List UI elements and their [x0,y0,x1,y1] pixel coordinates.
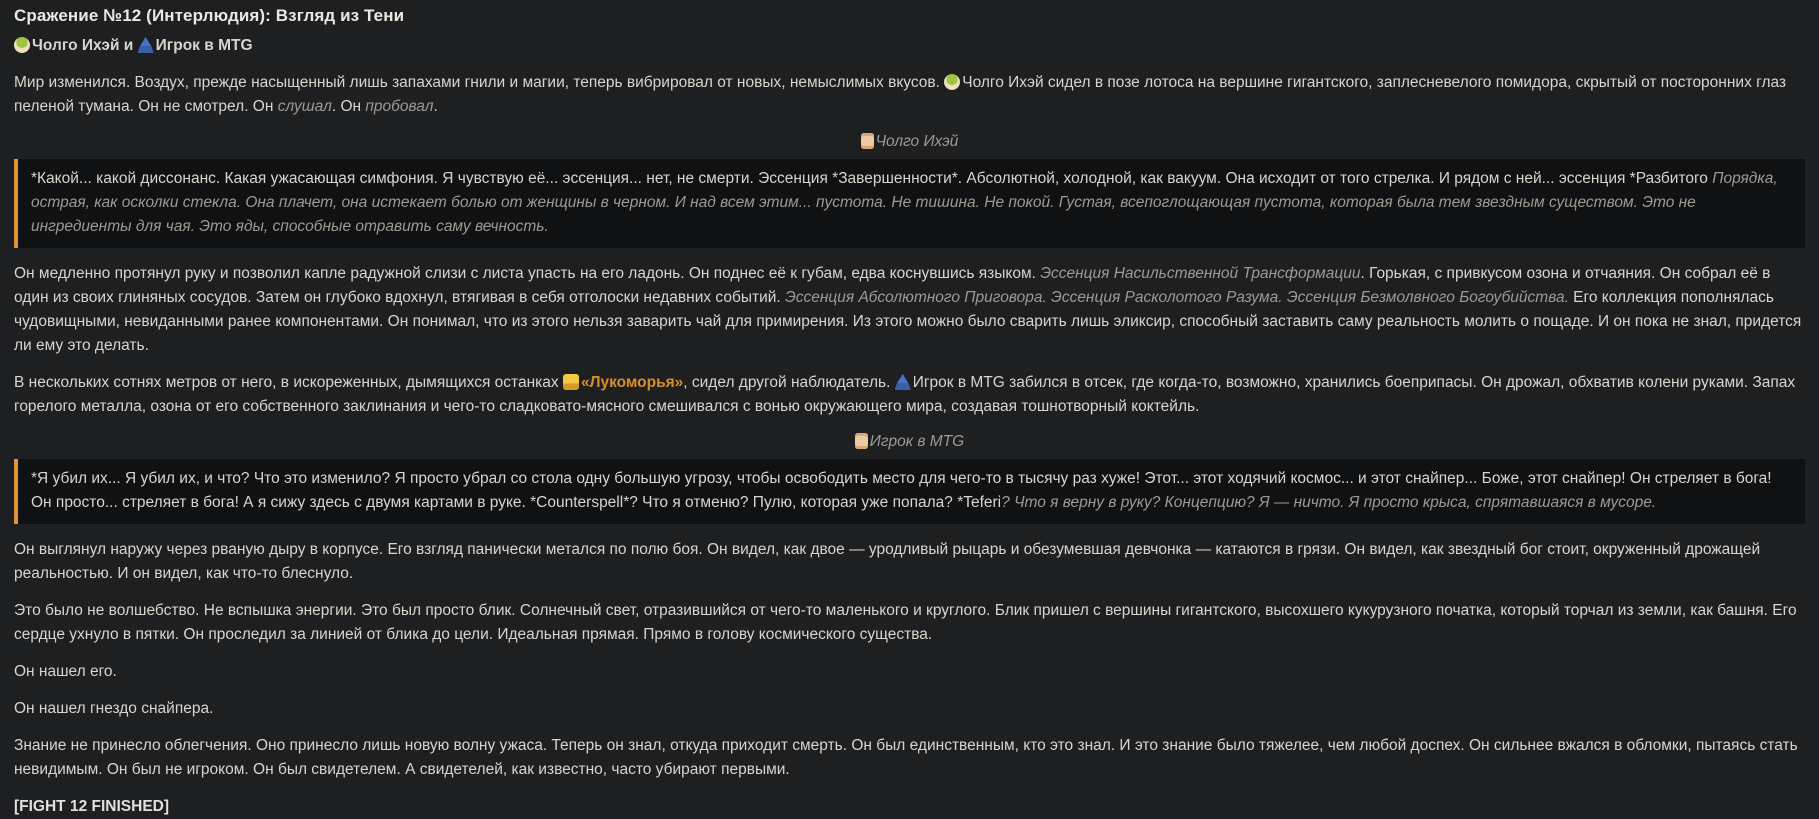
text-segment: слушал [277,98,332,115]
quote-author: Чолго Ихэй [875,133,959,150]
story-paragraph-4 [14,538,1805,586]
participants-line [14,37,1805,55]
text-segment: Чолго Ихэй и [32,37,138,54]
text-segment: . Он [331,98,366,115]
text-segment: ? Что я верну в руку? Концепцию? Я — ничто. Я просто крыса, спрятавшаяся в мусоре. [1001,494,1657,511]
quote-header-mtg-player [14,432,1805,452]
text-segment: . [433,98,438,115]
text-segment: *Какой... какой диссонанс. Какая ужасающая симфония. Я чувствую её... эссенция... нет, не смерти. Эссенция *Завершенности*. Абсолютной, холодной, как вакуум. Она исходит от того стрелка. И рядом с ней... эссенция *Разбитого [31,170,1713,187]
text-segment: Чолго Ихэй сидел в позе лотоса на вершине гигантского, заплесневелого помидора, скрытый от посторонних глаз пеленой тумана. Он не смотрел. Он [14,74,1787,115]
text-segment: Эссенция Насильственной Трансформации [1040,265,1361,282]
teacup-emoji [944,74,960,90]
story-paragraph-3 [14,371,1805,419]
text-segment: Это было не волшебство. Не вспышка энергии. Это был просто блик. Солнечный свет, отразившийся от чего-то маленького и круглого. Блик пришел с вершины гигантского, высохшего кукурузного початка, который торчал из земли, как башня. Его сердце ухнуло в пятки. Он проследил за линией от блика до цели. Идеальная прямая. Прямо в голову космического существа. [14,602,1797,643]
page-title: Сражение №12 (Интерлюдия): Взгляд из Тени [14,6,405,25]
scroll-icon [855,433,868,449]
quote-block-cholgo [14,159,1805,248]
text-segment: Его коллекция пополнялась чудовищными, невиданными ранее компонентами. Он понимал, что из этого нельзя заварить чай для примирения. Из этого можно было сварить лишь эликсир, способный заставить саму реальность молить о пощаде. И он пока не знал, придется ли ему это делать. [14,289,1802,354]
text-segment: Порядка, острая, как осколки стекла. Она плачет, она истекает болью от женщины в черном. И над всем этим... пустота. Не тишина. Не покой. Густая, всепоглощающая пустота, которая была тем звездным существом. Это не ингредиенты для чая. Это яды, способные отравить саму вечность. [31,170,1778,235]
text-segment: В нескольких сотнях метров от него, в искореженных, дымящихся останках [14,374,563,391]
text-segment: . Горькая, с привкусом озона и отчаяния. Он собрал её в один из своих глиняных сосудов. Затем он глубоко вдохнул, втягивая в себя отголоски недавних событий. [14,265,1771,306]
story-paragraph-6 [14,660,1805,684]
text-segment: Он нашел гнездо снайпера. [14,700,214,717]
vehicle-link[interactable]: «Лукоморья» [580,374,684,391]
story-paragraph-8 [14,734,1805,782]
text-segment: Мир изменился. Воздух, прежде насыщенный лишь запахами гнили и магии, теперь вибрировал от новых, немыслимых вкусов. [14,74,945,91]
wizard-emoji [138,37,154,53]
text-segment: , сидел другой наблюдатель. [683,374,895,391]
fight-status: [FIGHT 12 FINISHED] [14,798,170,815]
scroll-icon [861,133,874,149]
text-segment: Он нашел его. [14,663,117,680]
text-segment: Он выглянул наружу через рваную дыру в корпусе. Его взгляд панически метался по полю боя. Он видел, как двое — уродливый рыцарь и обезумевшая девчонка — катаются в грязи. Он видел, как звездный бог стоит, окруженный дрожащей реальностью. И он видел, как что-то блеснуло. [14,541,1761,582]
text-segment: Он медленно протянул руку и позволил капле радужной слизи с листа упасть на его ладонь. Он поднес её к губам, едва коснувшись языком. [14,265,1041,282]
story-paragraph-2 [14,262,1805,358]
story-paragraph-5 [14,599,1805,647]
teacup-emoji [14,37,30,53]
quote-author: Игрок в MTG [869,433,965,450]
text-segment: пробовал [365,98,434,115]
bus-emoji [563,374,579,390]
story-paragraph-1 [14,71,1805,119]
quote-block-mtg-player [14,459,1805,524]
quote-header-cholgo [14,132,1805,152]
text-segment: Эссенция Абсолютного Приговора. Эссенция Расколотого Разума. Эссенция Безмолвного Богоубийства. [785,289,1569,306]
text-segment: Игрок в MTG забился в отсек, где когда-то, возможно, хранились боеприпасы. Он дрожал, обхватив колени руками. Запах горелого металла, озона от его собственного заклинания и чего-то сладковато-мясного смешивался с вонью окружающего мира, создавая тошнотворный коктейль. [14,374,1796,415]
story-paragraph-7 [14,697,1805,721]
text-segment: *Я убил их... Я убил их, и что? Что это изменило? Я просто убрал со стола одну большую угрозу, чтобы освободить место для чего-то в тысячу раз хуже! Этот... этот ходячий космос... и этот снайпер... Боже, этот снайпер! Он стреляет в бога! Он просто... стреляет в бога! А я сижу здесь с двумя картами в руке. *Counterspell*? Что я отменю? Пулю, которая уже попала? *Teferi [31,470,1772,511]
text-segment: Знание не принесло облегчения. Оно принесло лишь новую волну ужаса. Теперь он знал, откуда приходит смерть. Он был единственным, кто это знал. И это знание было тяжелее, чем любой доспех. Он сильнее вжался в обломки, пытаясь стать невидимым. Он был не игроком. Он был свидетелем. А свидетелей, как известно, часто убирают первыми. [14,737,1798,778]
wizard-emoji [895,374,911,390]
text-segment: Игрок в MTG [155,37,253,54]
